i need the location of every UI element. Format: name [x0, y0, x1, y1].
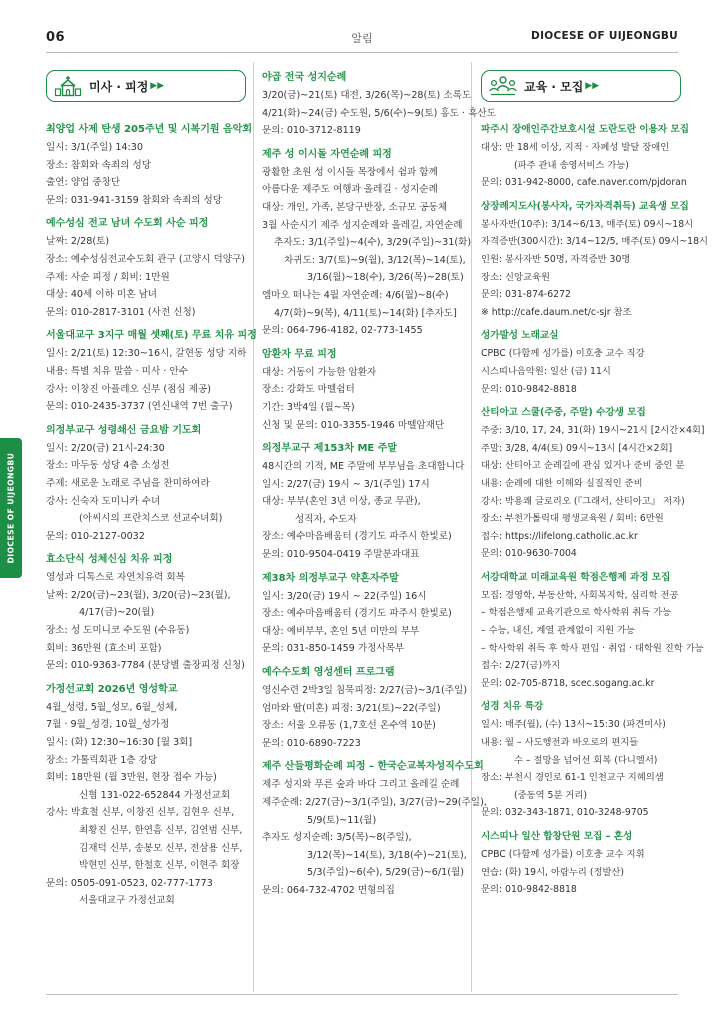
notice-line: 3/20(금)~21(토) 대전, 3/26(목)~28(토) 소록도 [262, 90, 472, 101]
notice-line: 추자도: 3/1(주일)~4(수), 3/29(주일)~31(화) [274, 237, 472, 249]
notice-title: 제주 성 이시돌 자연순례 피정 [262, 148, 392, 160]
notice-line: 수 – 절망을 넘어선 회복 (다니엘서) [514, 754, 658, 766]
notice-item [262, 759, 487, 899]
notice-line: 강사: 박용쾌 글로리오 (『그래서, 산티아고』 저자) [481, 495, 685, 507]
notice-line: 주제: 새로운 노래로 주님을 찬미하여라 [46, 477, 210, 489]
notice-line: 장소: 부천가톨릭대 평생교육원 / 회비: 6만원 [481, 513, 664, 525]
notice-line: 문의: 010-9630-7004 [481, 548, 577, 560]
notice-line: (파주 관내 송영서비스 가능) [514, 159, 629, 171]
notice-line: 기간: 3박4일 (월~목) [262, 401, 355, 413]
notice-line: ※ http://cafe.daum.net/c-sjr 참조 [481, 306, 632, 318]
side-tab [0, 438, 22, 578]
notice-line: 대상: 부부(혼인 3년 이상, 종교 무관), [262, 496, 421, 508]
notice-line: 4월_성령, 5월_성모, 6월_성체, [46, 701, 178, 713]
notice-line: 대상: 40세 이하 미혼 남녀 [46, 289, 158, 301]
notice-line: 장소: 신앙교육원 [481, 271, 550, 283]
notice-title: 야곱 전국 성지순례 [262, 72, 347, 83]
notice-line: 문의: 010-6890-7223 [262, 737, 361, 749]
section-header [481, 70, 681, 102]
notice-title: 암환자 무료 피정 [262, 348, 337, 360]
notice-item [46, 682, 246, 910]
notice-line: 대상: 만 18세 이상, 지적 · 자폐성 발달 장애인 [481, 142, 670, 153]
page-header [46, 30, 678, 50]
notice-line: 제주순례: 2/27(금)~3/1(주일), 3/27(금)~29(주일), [262, 797, 487, 808]
notice-line: 문의: 010-9842-8818 [481, 884, 577, 896]
notice-line: 날짜: 2/28(토) [46, 236, 110, 248]
notice-line: 영신수련 2박3일 침묵피정: 2/27(금)~3/1(주일) [262, 685, 468, 697]
notice-line: – 수능, 내신, 계열 관계없이 지원 가능 [481, 625, 636, 637]
notice-line: 시스띠나음악원: 일산 (금) 11시 [481, 365, 611, 377]
notice-line: 영성과 디톡스로 자연치유력 회복 [46, 572, 185, 584]
notice-line: 서울대교구 가정선교회 [79, 895, 175, 907]
notice-title: 파주시 장애인주간보호시설 도란도란 이용자 모집 [481, 124, 689, 135]
notice-line: 제주 성지와 푸른 숲과 바다 그리고 올레길 순례 [262, 779, 460, 791]
notice-line: 장소: 참회와 속죄의 성당 [46, 159, 152, 171]
notice-line: 주말: 3/28, 4/4(토) 09시~13시 [4시간×2회] [481, 442, 673, 454]
notice-item [262, 347, 464, 434]
notice-line: 회비: 36만원 (효소비 포함) [46, 642, 162, 654]
notice-line: 출연: 양업 중창단 [46, 177, 121, 189]
notice-title: 예수성심 전교 남녀 수도회 사순 피정 [46, 218, 209, 230]
notice-line: 문의: 031-941-3159 참회와 속죄의 성당 [46, 194, 223, 206]
notice-line: 내용: 특별 치유 말씀 · 미사 · 안수 [46, 365, 188, 377]
notice-line: 5/9(토)~11(월) [307, 814, 377, 826]
column-divider [471, 62, 472, 992]
notice-item [481, 122, 689, 192]
notice-item [262, 571, 464, 658]
notice-title: 제38차 의정부교구 약혼자주말 [262, 572, 399, 584]
header-divider [46, 52, 678, 53]
notice-line: 문의: 010-9504-0419 주말분과대표 [262, 549, 420, 561]
notice-line: 강사: 신숙자 도미니카 수녀 [46, 495, 161, 507]
notice-line: 신협 131-022-652844 가정선교회 [79, 789, 231, 801]
notice-title: 성가발성 노래교실 [481, 330, 559, 342]
notice-item [262, 441, 464, 564]
notice-line: 주중: 3/10, 17, 24, 31(화) 19시~21시 [2시간×4회] [481, 425, 705, 437]
notice-line: 일시: 2/21(토) 12:30~16시, 갈현동 성당 지하 [46, 348, 247, 360]
notice-line: 인원: 봉사자반 50명, 자격증반 30명 [481, 253, 631, 265]
notice-line: 대상: 산티아고 순례길에 관심 있거나 준비 중인 분 [481, 460, 685, 472]
notice-item [262, 147, 472, 340]
notice-item [46, 328, 257, 415]
notice-line: (아씨시의 프란치스코 선교수녀회) [79, 513, 223, 525]
notice-title: 예수수도회 영성센터 프로그램 [262, 667, 395, 679]
notice-line: 7월 · 9월_성경, 10월_성가정 [46, 719, 170, 731]
notice-line: 차귀도: 3/7(토)~9(월), 3/12(목)~14(토), [284, 254, 466, 266]
notice-line: 4/7(화)~9(목), 4/11(토)~14(화) [추자도] [274, 307, 457, 319]
column-pilgrimage [262, 70, 496, 900]
people-icon [488, 74, 518, 98]
notice-line: 문의: 031-850-1459 가정사목부 [262, 643, 405, 655]
notice-line: 광활한 초원 성 이시돌 목장에서 쉼과 함께 [262, 166, 438, 178]
notice-line: 문의: 010-2127-0032 [46, 530, 145, 542]
notice-line: 신청 및 문의: 010-3355-1946 마뗄암재단 [262, 419, 445, 431]
notice-line: CPBC (다함께 성가를) 이호충 교수 지휘 [481, 849, 645, 860]
notice-item [46, 122, 252, 209]
notice-line: 아름다운 제주도 여행과 올레길 · 성지순례 [262, 184, 438, 196]
notice-line: 48시간의 기적, ME 주말에 부부님을 초대합니다 [262, 461, 465, 473]
notice-line: 3/16(월)~18(수), 3/26(목)~28(토) [307, 272, 464, 284]
notice-title: 시스띠나 일산 합창단원 모집 – 혼성 [481, 831, 633, 842]
notice-line: 일시: 매주(월), (수) 13시~15:30 (파견미사) [481, 719, 666, 731]
notice-item [481, 570, 704, 693]
notice-line: 3월 사순시기 제주 성지순례와 올레길, 자연순례 [262, 219, 463, 231]
notice-line: 김재덕 신부, 송봉모 신부, 전삼용 신부, [79, 842, 243, 854]
notice-line: 문의: 064-732-4702 면형의집 [262, 884, 395, 896]
notice-title: 제주 산들평화순례 피정 – 한국순교복자성직수도회 [262, 761, 484, 773]
notice-line: 봉사자반(10주): 3/14~6/13, 매주(토) 09시~18시 [481, 218, 694, 230]
notice-line: 박현민 신부, 한철호 신부, 이현주 회장 [79, 860, 240, 872]
notice-line: 자격증반(300시간): 3/14~12/5, 매주(토) 09시~18시 [481, 236, 708, 248]
notice-title: 산티아고 스쿨(주중, 주말) 수강생 모집 [481, 407, 646, 419]
notice-line: 장소: 강화도 마뗄쉼터 [262, 384, 355, 396]
section-title: 교육 · 모집 [524, 79, 584, 94]
notice-title: 서강대학교 미래교육원 학점은행제 과정 모집 [481, 571, 671, 583]
notice-item [481, 328, 681, 398]
notice-item [481, 405, 705, 563]
notice-line: 장소: 예수마음배움터 (경기도 파주시 한빛로) [262, 608, 452, 620]
notice-line: 문의: 032-343-1871, 010-3248-9705 [481, 807, 649, 819]
notice-line: CPBC (다함께 성가를) 이호충 교수 직강 [481, 348, 645, 360]
notice-item [262, 70, 496, 140]
notice-title: 의정부교구 성령쇄신 금요밤 기도회 [46, 424, 202, 436]
notice-line: 추자도 성지순례: 3/5(목)~8(주일), [262, 832, 412, 844]
notice-line: 내용: 순례에 대한 이해와 실질적인 준비 [481, 477, 643, 489]
notice-line: – 학사학위 취득 후 학사 편입 · 취업 · 대학원 진학 가능 [481, 642, 704, 654]
notice-line: 장소: 가톨릭회관 1층 강당 [46, 754, 158, 766]
side-tab-label: DIOCESE OF UIJEONGBU [6, 452, 16, 564]
notice-item [481, 699, 681, 822]
notice-line: 문의: 02-705-8718, scec.sogang.ac.kr [481, 677, 655, 689]
notice-line: 문의: 010-2817-3101 (사전 신청) [46, 306, 196, 318]
column-divider [253, 62, 254, 992]
section-header [46, 70, 246, 102]
notice-line: 문의: 064-796-4182, 02-773-1455 [262, 325, 423, 337]
notice-line: 주제: 사순 피정 / 회비: 1만원 [46, 271, 170, 283]
notice-line: 최황진 신부, 한연흠 신부, 김연범 신부, [79, 825, 243, 836]
column-education-recruit [481, 70, 708, 899]
notice-line: 접수: 2/27(금)까지 [481, 660, 561, 672]
notice-line: 장소: 예수마음배움터 (경기도 파주시 한빛로) [262, 531, 452, 543]
page-number: 06 [46, 30, 66, 45]
notice-line: 엄마와 딸(미혼) 피정: 3/21(토)~22(주일) [262, 702, 441, 714]
notice-line: 문의: 031-942-8000, cafe.naver.com/pjdoran [481, 177, 687, 189]
notice-line: 모집: 경영학, 부동산학, 사회복지학, 심리학 전공 [481, 589, 679, 601]
notice-title: 의정부교구 제153차 ME 주말 [262, 443, 398, 455]
notice-line: 문의: 0505-091-0523, 02-777-1773 [46, 877, 213, 889]
notice-line: 문의: 010-3712-8119 [262, 125, 361, 137]
notice-item [46, 552, 246, 675]
notice-line: 문의: 031-874-6272 [481, 289, 571, 301]
notice-line: 접수: https://lifelong.catholic.ac.kr [481, 530, 638, 542]
notice-line: 장소: 서울 오류동 (1,7호선 온수역 10분) [262, 720, 436, 732]
notice-line: 대상: 거동이 가능한 암환자 [262, 366, 377, 378]
notice-line: 성직자, 수도자 [295, 513, 357, 525]
footer-divider [46, 994, 678, 995]
notice-line: 문의: 010-9842-8818 [481, 383, 577, 395]
notice-line: 문의: 010-2435-3737 (연신내역 7번 출구) [46, 401, 233, 413]
notice-line: 장소: 마두동 성당 4층 소성전 [46, 460, 170, 472]
page-section-title: 알림 [351, 32, 373, 45]
notice-title: 성경 치유 특강 [481, 701, 544, 713]
notice-title: 최양업 사제 탄생 205주년 및 시복기원 음악회 [46, 124, 252, 135]
notice-title: 상장례지도사(봉사자, 국가자격취득) 교육생 모집 [481, 200, 689, 212]
notice-line: 회비: 18만원 (월 3만원, 현장 접수 가능) [46, 772, 217, 784]
notice-line: 강사: 박효철 신부, 이창진 신부, 김현우 신부, [46, 807, 235, 819]
notice-line: 일시: 2/20(금) 21시-24:30 [46, 442, 165, 454]
section-arrows-icon: ▶▶ [150, 81, 165, 91]
notice-item [46, 423, 246, 546]
notice-line: 3/12(목)~14(토), 3/18(수)~21(토), [307, 849, 467, 861]
section-title: 미사 · 피정 [89, 79, 149, 94]
notice-line: 문의: 010-9363-7784 (분당별 출장피정 신청) [46, 660, 245, 672]
section-arrows-icon: ▶▶ [585, 81, 600, 91]
notice-line: – 학점은행제 교육기관으로 학사학위 취득 가능 [481, 607, 672, 619]
church-icon [53, 74, 83, 98]
notice-line: 장소: 예수성심전교수도회 관구 (고양시 덕양구) [46, 253, 245, 265]
column-mass-retreat [46, 70, 257, 910]
notice-line: 대상: 예비부부, 혼인 5년 미만의 부부 [262, 625, 420, 637]
notice-line: 5/3(주일)~6(수), 5/29(금)~6/1(월) [307, 867, 464, 879]
notice-line: (중동역 5분 거리) [514, 789, 587, 801]
diocese-name: DIOCESE OF UIJEONGBU [531, 30, 678, 42]
notice-line: 내용: 월 – 사도행전과 바오로의 편지들 [481, 737, 639, 749]
notice-line: 일시: (화) 12:30~16:30 [월 3회] [46, 737, 193, 749]
notice-line: 일시: 2/27(금) 19시 ~ 3/1(주일) 17시 [262, 478, 430, 490]
notice-line: 장소: 부천시 경인로 61-1 인천교구 지혜의샘 [481, 772, 664, 784]
notice-item [481, 829, 681, 899]
notice-title: 가정선교회 2026년 영성학교 [46, 683, 178, 695]
notice-title: 서울대교구 3지구 매월 셋째(토) 무료 치유 피정 [46, 330, 257, 342]
notice-line: 연습: (화) 19시, 아람누리 (정발산) [481, 866, 625, 878]
notice-line: 대상: 개인, 가족, 본당구반장, 소규모 공동체 [262, 201, 448, 213]
notice-line: 4/21(화)~24(금) 수도원, 5/6(수)~9(토) 홍도 · 흑산도 [262, 107, 496, 119]
notice-item [262, 665, 468, 752]
notice-line: 일시: 3/1(주일) 14:30 [46, 142, 143, 153]
notice-item [481, 199, 708, 322]
notice-item [46, 216, 246, 321]
notice-line: 강사: 이창진 아플레오 신부 (점심 제공) [46, 383, 211, 395]
notice-line: 날짜: 2/20(금)~23(월), 3/20(금)~23(월), [46, 589, 231, 601]
notice-title: 효소단식 성체신심 치유 피정 [46, 554, 173, 566]
notice-line: 4/17(금)~20(월) [79, 607, 155, 619]
notice-line: 장소: 성 도미니코 수도원 (수유동) [46, 625, 190, 637]
notice-line: 일시: 3/20(금) 19시 ~ 22(주일) 16시 [262, 590, 427, 602]
notice-line: 엠마오 떠나는 4월 자연순례: 4/6(월)~8(수) [262, 289, 449, 301]
